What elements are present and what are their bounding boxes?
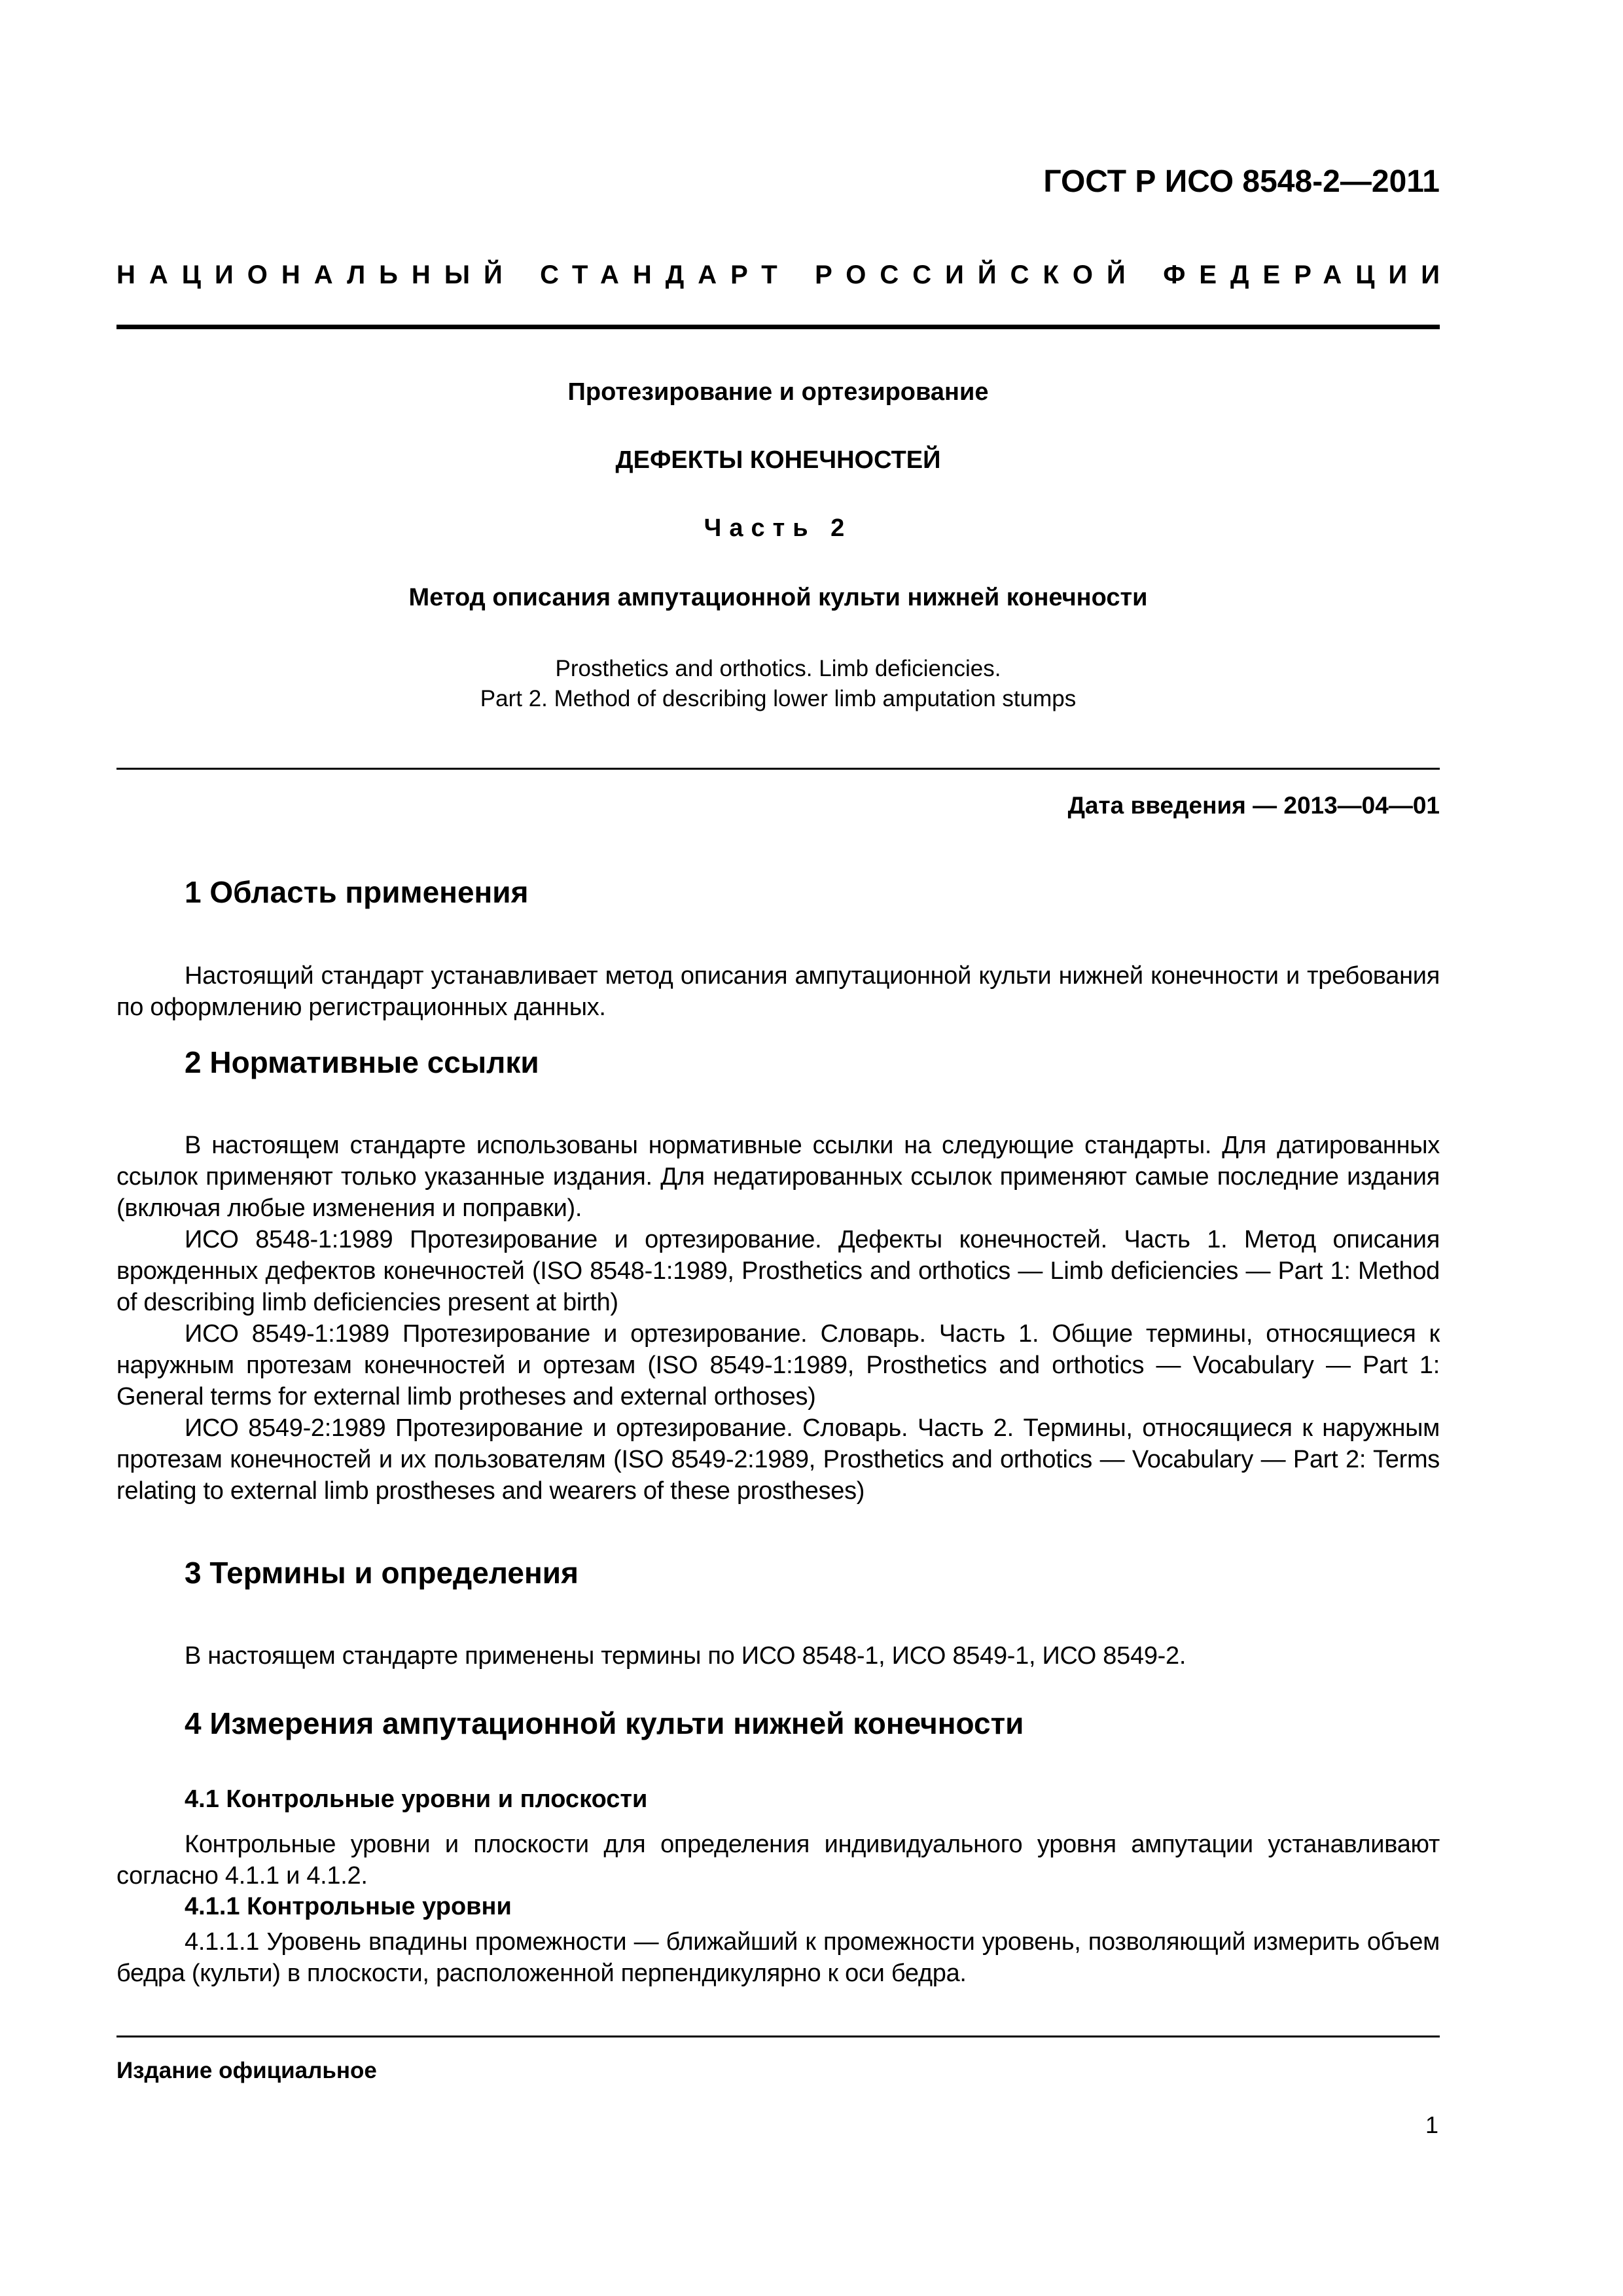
reference-iso-8549-2: ИСО 8549-2:1989 Протезирование и ортезирование. Словарь. Часть 2. Термины, относящиеся к наружным протезам конечностей и их пользователям (ISO 8549-2:1989, Prosthetics and orthotics — Vocabulary — Part 2: Terms relating to external limb prostheses and wearers of these prostheses) bbox=[116, 1414, 1440, 1505]
section-4-1-heading: 4.1 Контрольные уровни и плоскости bbox=[185, 1785, 648, 1813]
header-thick-rule bbox=[116, 325, 1440, 329]
paragraph-text: 4.1.1.1 Уровень впадины промежности — ближайший к промежности уровень, позволяющий измерить объем бедра (культи) в плоскости, расположенной перпендикулярно к оси бедра. bbox=[116, 1928, 1440, 1987]
footer-rule bbox=[116, 2036, 1440, 2037]
section-4-1-1-1-paragraph bbox=[116, 1926, 1440, 1989]
document-number: ГОСТ Р ИСО 8548-2—2011 bbox=[1043, 164, 1440, 199]
paragraph-text: В настоящем стандарте применены термины по ИСО 8548-1, ИСО 8549-1, ИСО 8549-2. bbox=[185, 1642, 1186, 1670]
national-standard-banner bbox=[116, 260, 1454, 290]
paragraph-text: Настоящий стандарт устанавливает метод описания ампутационной культи нижней конечности и требования по оформлению регистрационных данных. bbox=[116, 962, 1440, 1021]
official-edition-label: Издание официальное bbox=[116, 2058, 377, 2083]
title-english-2: Part 2. Method of describing lower limb amputation stumps bbox=[480, 686, 1077, 711]
page-number: 1 bbox=[1425, 2111, 1438, 2138]
banner-word: ФЕДЕРАЦИИ bbox=[1163, 260, 1454, 289]
banner-word: РОССИЙСКОЙ bbox=[815, 260, 1139, 289]
section-3-paragraph bbox=[116, 1640, 1440, 1672]
paragraph-text: В настоящем стандарте использованы нормативные ссылки на следующие стандарты. Для датированных ссылок применяют только указанные издания. Для недатированных ссылок применяют самые последние издания (включая любые изменения и поправки). bbox=[116, 1132, 1440, 1222]
section-3-heading: 3 Термины и определения bbox=[185, 1556, 579, 1590]
title-english-1: Prosthetics and orthotics. Limb deficiencies. bbox=[555, 656, 1001, 681]
section-2-body bbox=[116, 1130, 1440, 1507]
section-4-1-paragraph bbox=[116, 1829, 1440, 1892]
banner-word: НАЦИОНАЛЬНЫЙ bbox=[116, 260, 516, 289]
title-line-4: Метод описания ампутационной культи нижней конечности bbox=[408, 584, 1148, 611]
paragraph-text: Контрольные уровни и плоскости для определения индивидуального уровня ампутации устанавливают согласно 4.1.1 и 4.1.2. bbox=[116, 1831, 1440, 1890]
section-4-heading: 4 Измерения ампутационной культи нижней конечности bbox=[185, 1706, 1024, 1740]
section-4-1-1-heading: 4.1.1 Контрольные уровни bbox=[185, 1893, 512, 1920]
title-line-1: Протезирование и ортезирование bbox=[567, 378, 989, 406]
title-part: Часть 2 bbox=[704, 514, 853, 542]
banner-word: СТАНДАРТ bbox=[540, 260, 791, 289]
title-rule bbox=[116, 768, 1440, 770]
section-1-heading: 1 Область применения bbox=[185, 875, 529, 909]
reference-iso-8549-1: ИСО 8549-1:1989 Протезирование и ортезирование. Словарь. Часть 1. Общие термины, относящиеся к наружным протезам конечностей и ортезам (ISO 8549-1:1989, Prosthetics and orthotics — Vocabulary — Part 1: General terms for external limb protheses and external orthoses) bbox=[116, 1320, 1440, 1410]
introduction-date: Дата введения — 2013—04—01 bbox=[1067, 792, 1440, 819]
reference-iso-8548-1: ИСО 8548-1:1989 Протезирование и ортезирование. Дефекты конечностей. Часть 1. Метод описания врожденных дефектов конечностей (ISO 8548-1:1989, Prosthetics and orthotics — Limb deficiencies — Part 1: Method of describing limb deficiencies present at birth) bbox=[116, 1226, 1440, 1316]
title-line-2: ДЕФЕКТЫ КОНЕЧНОСТЕЙ bbox=[615, 446, 941, 474]
section-2-heading: 2 Нормативные ссылки bbox=[185, 1045, 539, 1079]
section-1-paragraph bbox=[116, 960, 1440, 1023]
